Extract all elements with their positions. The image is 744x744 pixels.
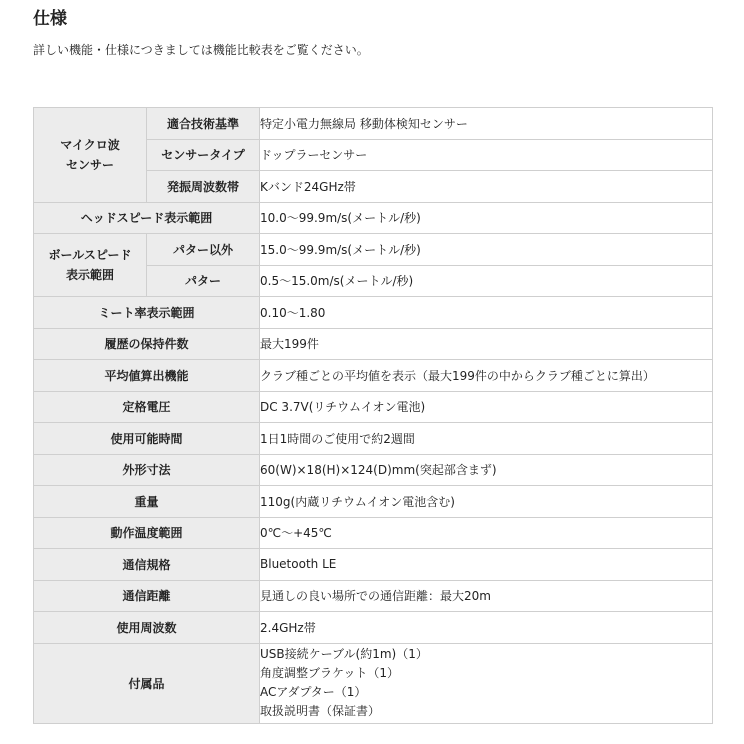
- row-label: 重量: [34, 486, 260, 518]
- accessories-list: [260, 643, 713, 723]
- row-value: 最大199件: [260, 328, 713, 360]
- row-value: Kバンド24GHz帯: [260, 171, 713, 203]
- row-label: パター以外: [147, 234, 260, 266]
- row-value: 1日1時間のご使用で約2週間: [260, 423, 713, 455]
- table-row: [34, 391, 713, 423]
- table-row: [34, 423, 713, 455]
- table-row: [34, 234, 713, 266]
- row-value: ドップラーセンサー: [260, 139, 713, 171]
- table-row: [34, 360, 713, 392]
- row-label: 定格電圧: [34, 391, 260, 423]
- row-label: 適合技術基準: [147, 108, 260, 140]
- row-value: 110g(内蔵リチウムイオン電池含む): [260, 486, 713, 518]
- row-label: 発振周波数帯: [147, 171, 260, 203]
- table-row: [34, 486, 713, 518]
- table-row: [34, 108, 713, 140]
- list-item: 角度調整ブラケット（1）: [260, 666, 400, 680]
- table-row: [34, 643, 713, 723]
- row-value: 15.0～99.9m/s(メートル/秒): [260, 234, 713, 266]
- row-label: センサータイプ: [147, 139, 260, 171]
- table-row: [34, 202, 713, 234]
- row-label: ヘッドスピード表示範囲: [34, 202, 260, 234]
- row-value: 0.5～15.0m/s(メートル/秒): [260, 265, 713, 297]
- table-row: [34, 454, 713, 486]
- row-label: 通信距離: [34, 580, 260, 612]
- row-value: 0℃～+45℃: [260, 517, 713, 549]
- table-row: [34, 517, 713, 549]
- row-label: 通信規格: [34, 549, 260, 581]
- row-value: 60(W)×18(H)×124(D)mm(突起部含まず): [260, 454, 713, 486]
- row-value: 2.4GHz帯: [260, 612, 713, 644]
- table-row: [34, 328, 713, 360]
- table-row: [34, 580, 713, 612]
- row-label: 動作温度範囲: [34, 517, 260, 549]
- microwave-sensor-header: マイクロ波 センサー: [34, 108, 147, 203]
- row-value: クラブ種ごとの平均値を表示（最大199件の中からクラブ種ごとに算出）: [260, 360, 713, 392]
- table-row: [34, 297, 713, 329]
- ball-speed-header: ボールスピード 表示範囲: [34, 234, 147, 297]
- row-value: 0.10～1.80: [260, 297, 713, 329]
- list-item: USB接続ケーブル(約1m)（1）: [260, 647, 428, 661]
- row-label: 平均値算出機能: [34, 360, 260, 392]
- row-label: ミート率表示範囲: [34, 297, 260, 329]
- row-value: DC 3.7V(リチウムイオン電池): [260, 391, 713, 423]
- row-value: 10.0～99.9m/s(メートル/秒): [260, 202, 713, 234]
- row-label: 外形寸法: [34, 454, 260, 486]
- row-label: 使用可能時間: [34, 423, 260, 455]
- list-item: 取扱説明書（保証書）: [260, 704, 381, 718]
- table-row: [34, 612, 713, 644]
- spec-table: [33, 107, 713, 724]
- row-value: 特定小電力無線局 移動体検知センサー: [260, 108, 713, 140]
- table-row: [34, 549, 713, 581]
- row-value: 見通しの良い場所での通信距離：最大20m: [260, 580, 713, 612]
- row-label: 履歴の保持件数: [34, 328, 260, 360]
- row-label: パター: [147, 265, 260, 297]
- row-label: 付属品: [34, 643, 260, 723]
- row-label: 使用周波数: [34, 612, 260, 644]
- spec-description: 詳しい機能・仕様につきましては機能比較表をご覧ください。: [33, 43, 369, 57]
- list-item: ACアダプター（1）: [260, 685, 367, 699]
- row-value: Bluetooth LE: [260, 549, 713, 581]
- page-title: 仕様: [33, 9, 67, 29]
